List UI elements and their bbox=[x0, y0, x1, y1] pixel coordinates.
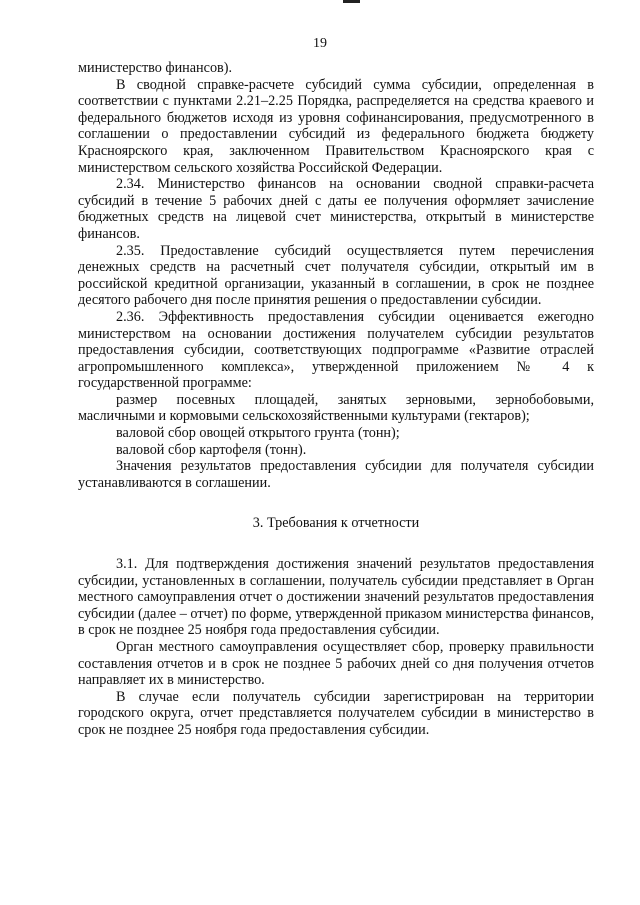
paragraph: В случае если получатель субсидии зарегистрирован на территории городского округа, отчет представляется получателем субсидии в министерство в срок не позднее 25 ноября года предоставления субсидии. bbox=[78, 688, 594, 738]
list-item: размер посевных площадей, занятых зерновыми, зернобобовыми, масличными и кормовыми сельскохозяйственными культурами (гектаров); bbox=[78, 391, 594, 425]
paragraph: 2.36. Эффективность предоставления субсидии оценивается ежегодно министерством на основании достижения получателем субсидии результатов предоставления субсидии, соответствующих подпрограмме «Развитие отраслей агропромышленного комплекса», утвержденной приложением № 4 к государственной программе: bbox=[78, 308, 594, 392]
paragraph: министерство финансов). bbox=[78, 60, 233, 76]
list-item: валовой сбор овощей открытого грунта (тонн); bbox=[116, 425, 400, 442]
page-number: 19 bbox=[313, 36, 327, 51]
paragraph: В сводной справке-расчете субсидий сумма субсидии, определенная в соответствии с пунктами 2.21–2.25 Порядка, распределяется на средства краевого и федерального бюджетов исходя из уровня софинансирования, предусмотренного в соглашении о предоставлении субсидий из федерального бюджета бюджету Красноярского края, заключенном Правительством Красноярского края с министерством сельского хозяйства Российской Федерации. bbox=[78, 76, 594, 176]
top-edge-mark bbox=[343, 0, 360, 3]
paragraph: 2.35. Предоставление субсидий осуществляется путем перечисления денежных средств на расчетный счет получателя субсидии, открытый им в российской кредитной организации, указанный в соглашении, в срок не позднее десятого рабочего дня после принятия решения о предоставлении субсидии. bbox=[78, 242, 594, 309]
paragraph: 2.34. Министерство финансов на основании сводной справки-расчета субсидий в течение 5 рабочих дней с даты ее получения оформляет зачисление бюджетных средств на лицевой счет министерства, открытый в министерстве финансов. bbox=[78, 176, 594, 242]
document-body bbox=[78, 60, 594, 739]
paragraph: 3.1. Для подтверждения достижения значений результатов предоставления субсидии, установленных в соглашении, получатель субсидии представляет в Орган местного самоуправления отчет о достижении значений результатов предоставления субсидии (далее – отчет) по форме, утвержденной приказом министерства финансов, в срок не позднее 25 ноября года предоставления субсидии. bbox=[78, 556, 594, 639]
paragraph: Значения результатов предоставления субсидии для получателя субсидии устанавливаются в соглашении. bbox=[78, 458, 594, 491]
paragraph: Орган местного самоуправления осуществляет сбор, проверку правильности составления отчетов и в срок не позднее 5 рабочих дней со дня получения отчетов направляет их в министерство. bbox=[78, 639, 594, 689]
list-item: валовой сбор картофеля (тонн). bbox=[116, 441, 307, 458]
section-heading: 3. Требования к отчетности bbox=[252, 515, 420, 532]
